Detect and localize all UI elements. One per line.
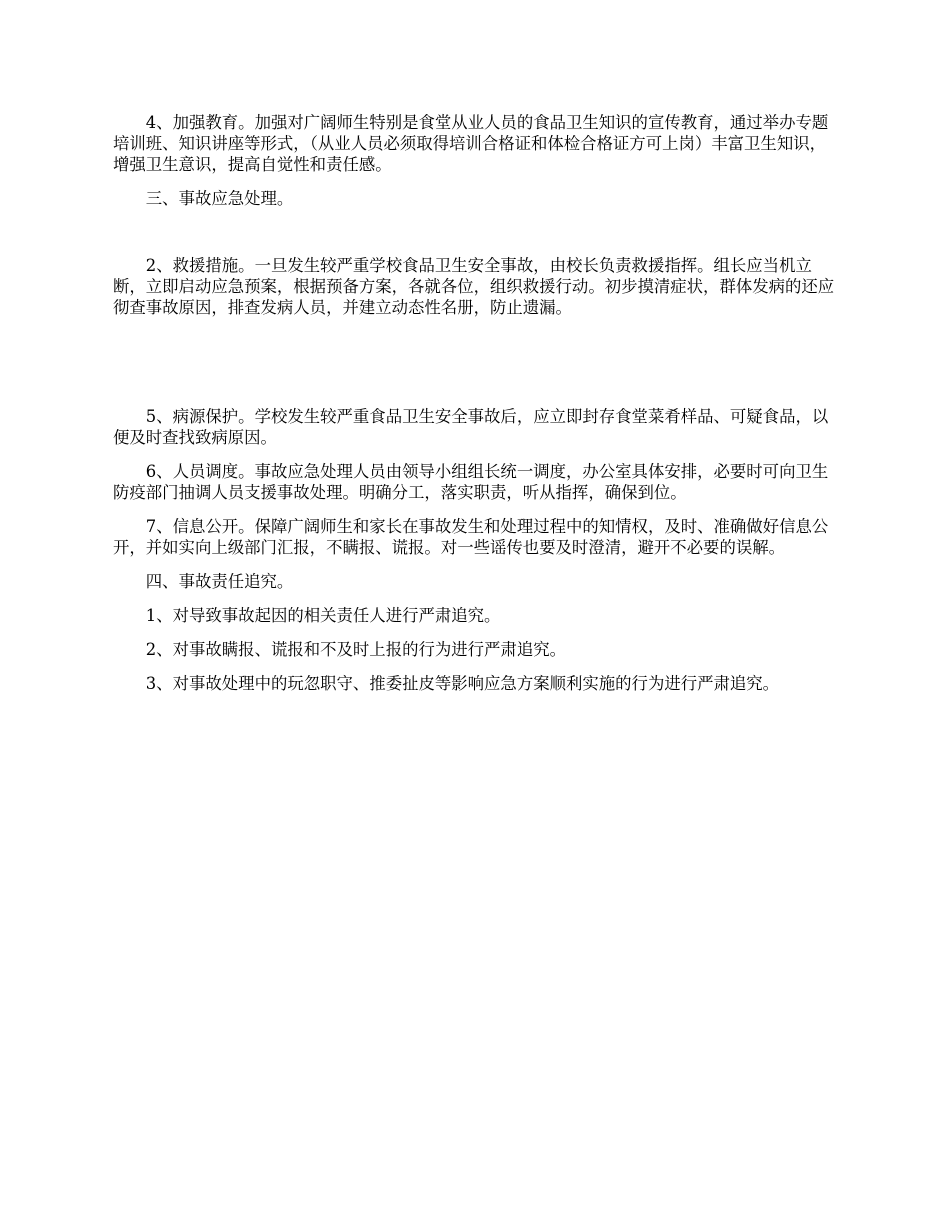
document-body [113,112,841,694]
paragraph-accountability-2: 2、对事故瞒报、谎报和不及时上报的行为进行严肃追究。 [145,640,566,659]
heading-accountability: 四、事故责任追究。 [145,572,294,591]
paragraph-information-disclosure: 7、信息公开。保障广阔师生和家长在事故发生和处理过程中的知情权，及时、准确做好信息公开，并如实向上级部门汇报，不瞒报、谎报。对一些谣传也要及时澄清，避开不必要的误解。 [113,517,829,557]
paragraph-education: 4、加强教育。加强对广阔师生特别是食堂从业人员的食品卫生知识的宣传教育，通过举办专题培训班、知识讲座等形式，（从业人员必须取得培训合格证和体检合格证方可上岗）丰富卫生知识，增强卫生意识，提高自觉性和责任感。 [113,113,829,174]
paragraph-rescue-measures: 2、救援措施。一旦发生较严重学校食品卫生安全事故，由校长负责救援指挥。组长应当机立断，立即启动应急预案，根据预备方案，各就各位，组织救援行动。初步摸清症状，群体发病的还应彻查事故原因，排查发病人员，并建立动态性名册，防止遗漏。 [113,256,835,317]
heading-emergency-handling: 三、事故应急处理。 [145,189,294,208]
paragraph-accountability-1: 1、对导致事故起因的相关责任人进行严肃追究。 [145,606,501,625]
paragraph-personnel-dispatch: 6、人员调度。事故应急处理人员由领导小组组长统一调度，办公室具体安排，必要时可向卫生防疫部门抽调人员支援事故处理。明确分工，落实职责，听从指挥，确保到位。 [113,462,829,502]
paragraph-accountability-3: 3、对事故处理中的玩忽职守、推委扯皮等影响应急方案顺利实施的行为进行严肃追究。 [145,674,780,693]
paragraph-source-protection: 5、病源保护。学校发生较严重食品卫生安全事故后，应立即封存食堂菜肴样品、可疑食品，以便及时查找致病原因。 [113,407,829,447]
